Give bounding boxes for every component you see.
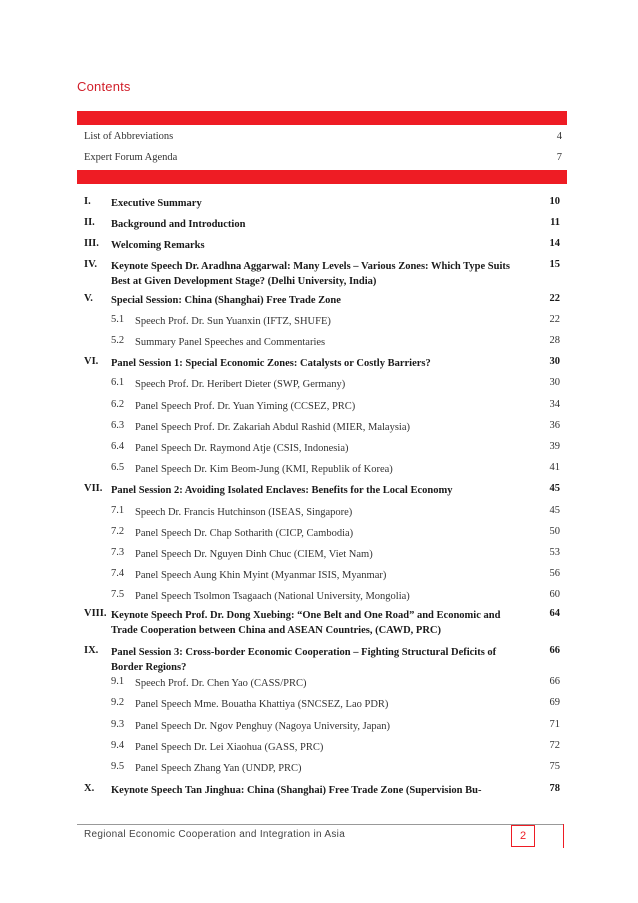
toc-page-number: 78 [549, 783, 560, 794]
contents-title: Contents [77, 79, 131, 94]
toc-entry-title: Panel Speech Zhang Yan (UNDP, PRC) [135, 763, 302, 774]
toc-pre-item-text: Expert Forum Agenda [84, 152, 178, 163]
toc-entry-title: Panel Speech Dr. Nguyen Dinh Chuc (CIEM, Viet Nam) [135, 549, 373, 560]
toc-number: 5.2 [111, 335, 125, 346]
toc-entry-title: Panel Speech Dr. Chap Sotharith (CICP, Cambodia) [135, 528, 354, 539]
toc-entry-title: Panel Session 2: Avoiding Isolated Enclaves: Benefits for the Local Economy [111, 485, 453, 496]
toc-page-number: 53 [549, 547, 560, 558]
toc-number: 7.3 [111, 547, 125, 558]
toc-number: 6.4 [111, 441, 125, 452]
toc-number: 5.1 [111, 314, 125, 325]
toc-page-number: 22 [549, 293, 560, 304]
toc-number: 9.1 [111, 676, 125, 687]
toc-entry-title: Panel Speech Dr. Ngov Penghuy (Nagoya University, Japan) [135, 721, 391, 732]
toc-entry-title: Keynote Speech Tan Jinghua: China (Shanghai) Free Trade Zone (Supervision Bu- [111, 785, 482, 796]
toc-number: III. [84, 238, 99, 249]
toc-section-row[interactable] [84, 259, 560, 289]
toc-entry-title: Speech Prof. Dr. Heribert Dieter (SWP, Germany) [135, 379, 346, 390]
toc-page-number: 15 [549, 259, 560, 270]
toc-pre-item-text: List of Abbreviations [84, 131, 174, 142]
toc-page-number: 66 [549, 676, 560, 687]
footer-title: Regional Economic Cooperation and Integration in Asia [84, 829, 346, 840]
toc-pre-item[interactable] [84, 131, 562, 142]
toc-page-number: 10 [549, 196, 560, 207]
toc-number: 9.5 [111, 761, 125, 772]
toc-page-number: 75 [549, 761, 560, 772]
toc-entry-title: Welcoming Remarks [111, 240, 205, 251]
toc-page-number: 28 [549, 335, 560, 346]
toc-entry-title: Panel Speech Prof. Dr. Zakariah Abdul Rashid (MIER, Malaysia) [135, 422, 410, 433]
toc-page-number: 30 [549, 356, 560, 367]
toc-entry-title: Panel Speech Tsolmon Tsagaach (National University, Mongolia) [135, 591, 410, 602]
footer-page-number: 2 [511, 825, 535, 847]
toc-section-row[interactable] [84, 608, 560, 638]
toc-page-number: 69 [549, 697, 560, 708]
toc-number: 7.2 [111, 526, 125, 537]
toc-entry-title: Speech Prof. Dr. Chen Yao (CASS/PRC) [135, 678, 307, 689]
toc-page-number: 66 [549, 645, 560, 656]
toc-number: 7.5 [111, 589, 125, 600]
toc-page-number: 14 [549, 238, 560, 249]
toc-number: VII. [84, 483, 103, 494]
toc-entry-title: Panel Session 3: Cross-border Economic Cooperation – Fighting Structural Deficits of Border Regions? [111, 647, 497, 673]
toc-page-number: 64 [549, 608, 560, 619]
toc-number: IV. [84, 259, 97, 270]
toc-number: I. [84, 196, 91, 207]
toc-number: VI. [84, 356, 99, 367]
toc-number: 6.5 [111, 462, 125, 473]
toc-number: X. [84, 783, 95, 794]
toc-entry-title: Executive Summary [111, 198, 202, 209]
toc-page-number: 36 [549, 420, 560, 431]
toc-number: 6.3 [111, 420, 125, 431]
toc-number: 7.1 [111, 505, 125, 516]
toc-number: V. [84, 293, 93, 304]
toc-page-number: 39 [549, 441, 560, 452]
toc-page-number: 22 [549, 314, 560, 325]
toc-number: 9.2 [111, 697, 125, 708]
toc-page-number: 50 [549, 526, 560, 537]
toc-entry-title: Special Session: China (Shanghai) Free Trade Zone [111, 295, 341, 306]
toc-entry-title: Panel Session 1: Special Economic Zones: Catalysts or Costly Barriers? [111, 358, 431, 369]
toc-entry-title: Panel Speech Aung Khin Myint (Myanmar ISIS, Myanmar) [135, 570, 387, 581]
footer-accent-line [563, 824, 564, 848]
section-red-bar [77, 170, 567, 184]
toc-page-number: 60 [549, 589, 560, 600]
toc-page-number: 45 [549, 483, 560, 494]
toc-page-number: 71 [549, 719, 560, 730]
toc-entry-title: Panel Speech Dr. Kim Beom-Jung (KMI, Republik of Korea) [135, 464, 393, 475]
toc-number: 9.4 [111, 740, 125, 751]
toc-entry-title: Panel Speech Dr. Lei Xiaohua (GASS, PRC) [135, 742, 324, 753]
toc-page-number: 11 [550, 217, 560, 228]
toc-number: VIII. [84, 608, 107, 619]
toc-page-number: 34 [549, 399, 560, 410]
toc-number: IX. [84, 645, 99, 656]
header-red-bar [77, 111, 567, 125]
toc-pre-item[interactable] [84, 152, 562, 163]
toc-page-number: 56 [549, 568, 560, 579]
toc-entry-title: Keynote Speech Prof. Dr. Dong Xuebing: “One Belt and One Road” and Economic and Trade Cooperation between China and ASEAN Countries, (CAWD, PRC) [111, 610, 501, 636]
toc-number: 6.2 [111, 399, 125, 410]
toc-entry-title: Panel Speech Mme. Bouatha Khattiya (SNCSEZ, Lao PDR) [135, 699, 389, 710]
toc-page-number: 30 [549, 377, 560, 388]
toc-section-row[interactable] [84, 783, 560, 813]
toc-pre-item-page: 7 [556, 152, 562, 163]
footer-divider [77, 824, 563, 825]
toc-page-number: 45 [549, 505, 560, 516]
toc-entry-title: Panel Speech Dr. Raymond Atje (CSIS, Indonesia) [135, 443, 349, 454]
toc-entry-title: Background and Introduction [111, 219, 246, 230]
toc-section-row[interactable] [84, 645, 560, 675]
toc-entry-title: Panel Speech Prof. Dr. Yuan Yiming (CCSEZ, PRC) [135, 401, 356, 412]
toc-pre-item-page: 4 [556, 131, 562, 142]
toc-number: II. [84, 217, 95, 228]
toc-entry-title: Keynote Speech Dr. Aradhna Aggarwal: Many Levels – Various Zones: Which Type Suits Best at Given Development Stage? (Delhi University, India) [111, 261, 510, 287]
toc-number: 9.3 [111, 719, 125, 730]
toc-entry-title: Summary Panel Speeches and Commentaries [135, 337, 326, 348]
toc-number: 6.1 [111, 377, 125, 388]
toc-page-number: 41 [549, 462, 560, 473]
toc-page-number: 72 [549, 740, 560, 751]
toc-number: 7.4 [111, 568, 125, 579]
toc-entry-title: Speech Dr. Francis Hutchinson (ISEAS, Singapore) [135, 507, 353, 518]
toc-entry-title: Speech Prof. Dr. Sun Yuanxin (IFTZ, SHUFE) [135, 316, 331, 327]
